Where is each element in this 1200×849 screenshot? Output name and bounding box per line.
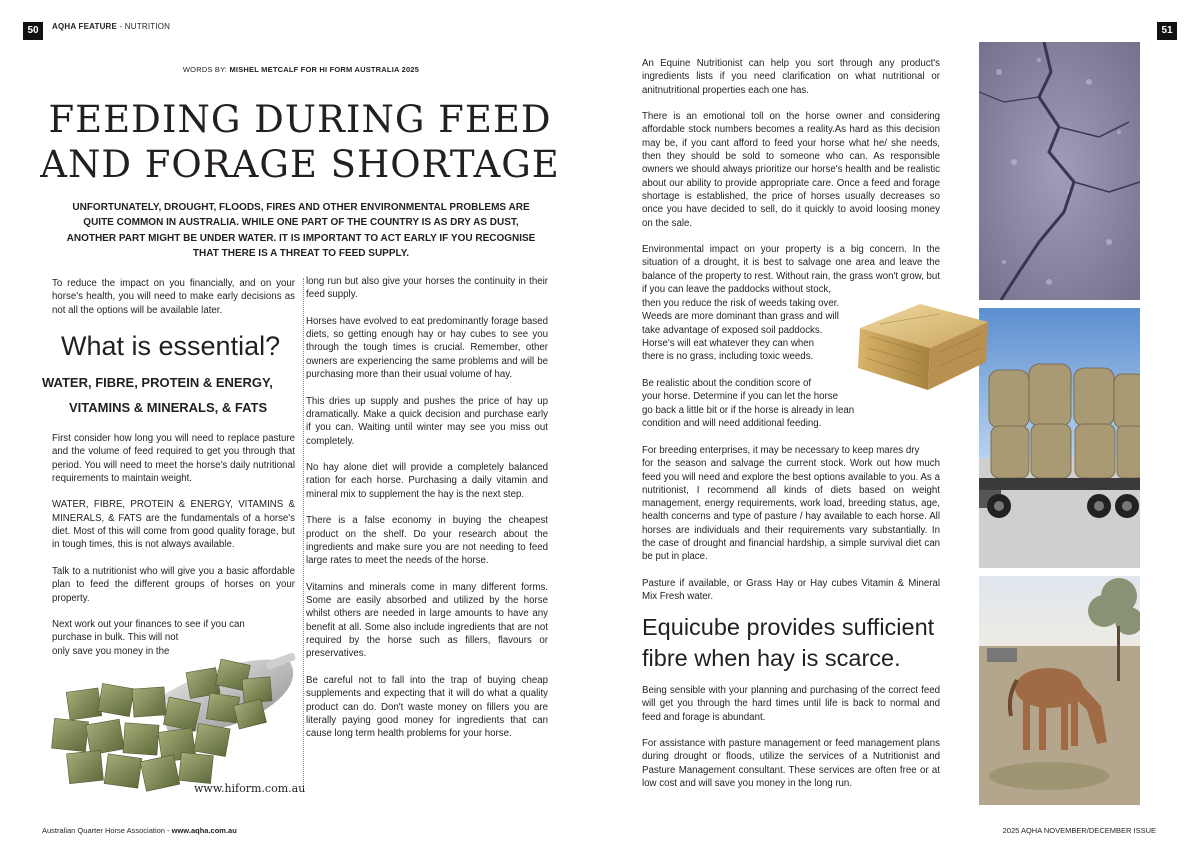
standfirst: UNFORTUNATELY, DROUGHT, FLOODS, FIRES AND OTHER ENVIRONMENTAL PROBLEMS ARE QUITE COMMON IN AUSTRALIA. WHILE ONE PART OF THE COUNTRY IS AS DRY AS DUST, ANOTHER PART MIGHT BE UNDER WATER. IT IS IMPORTANT TO ACT EARLY IF YOU RECOGNISE THAT THERE IS A THREAT TO FEED SUPPLY.: [66, 202, 536, 260]
horse-grazing-photo: [979, 576, 1140, 805]
col2-paragraph: No hay alone diet will provide a completely balanced ration for each horse. Purchasing a daily vitamin and mineral mix to supplement the hay is the next step.: [306, 462, 548, 500]
essentials-subheading-1: WATER, FIBRE, PROTEIN & ENERGY,: [42, 375, 273, 390]
equicube-heading-line-1: Equicube provides sufficient: [642, 614, 935, 640]
hay-cubes-illustration: [38, 640, 300, 802]
byline: [86, 65, 516, 74]
footer-left: [42, 826, 237, 835]
col3-line: then you reduce the risk of weeds taking over.: [642, 298, 840, 309]
col3-paragraph: Being sensible with your planning and purchasing of the correct feed will get you through the hard times until life is back to normal and feed and forage is abundant.: [642, 685, 940, 723]
col3-line: there is no grass, including toxic weeds.: [642, 351, 814, 363]
equicube-heading-line-2: fibre when hay is scarce.: [642, 645, 901, 671]
essentials-heading: What is essential?: [61, 331, 281, 361]
hay-bale-illustration: [850, 296, 992, 394]
hay-cubes-image: [38, 640, 300, 802]
col2-paragraph: Horses have evolved to eat predominantly forage based diets, so getting enough hay or hay cubes to see you through the tough times is crucial. Remember, other owners are experiencing the same problems and will be purchasing more than their usual volume of hay.: [306, 315, 548, 381]
right-page-number: 51: [1157, 22, 1177, 40]
col3-line: go back a little bit or if the horse is already in lean: [642, 404, 855, 416]
col3-paragraph: Environmental impact on your property is a big concern. In the situation of a drought, it is best to salvage one area and leave the balance of the property to rest. Without rain, the grass won't grow, but if you can leave the paddocks without stock,: [642, 244, 941, 296]
col3-paragraph: For assistance with pasture management or feed management plans during drought or floods, utilize the services of a Nutritionist and Pasture Management consultant. These services are often free or at low cost and will save you money in the long run.: [642, 738, 940, 790]
col3-paragraph: There is an emotional toll on the horse owner and considering affordable stock numbers becomes a reality.As hard as this decision may be, if you cant afford to feed your horse what he/ she needs, then they should be sold to someone who can. As responsible owners we should always prioritize our horse's health and be realistic about our ability to provide appropriate care. Once a feed and forage shortage is established, the price of horses usually decreases so once you have decided to sell, do it quickly to avoid loosing money on the sale.: [642, 111, 940, 229]
col3-paragraph: An Equine Nutritionist can help you sort through any product's ingredients lists if you need clarification on what nutritional or anitnutritional properties each one has.: [642, 58, 940, 96]
section-label: AQHA FEATURE: [52, 22, 118, 31]
col2-paragraph: Be careful not to fall into the trap of buying cheap supplements and expecting that it will do what a quality product can do. Don't waste money on fillers you are literally paying good money for ingredients that can cause long term health problems for your horse.: [306, 674, 548, 740]
horse-illustration: [979, 576, 1140, 805]
col2-paragraph: long run but also give your horses the continuity in their feed supply.: [306, 276, 548, 301]
col3-line: take advantage of exposed soil paddocks.: [642, 324, 823, 336]
equicube-heading: [642, 612, 934, 674]
col1-paragraph: WATER, FIBRE, PROTEIN & ENERGY, VITAMINS & MINERALS, & FATS are the fundamentals of a horse's diet. Most of this will come from good quality forage, but in tough times, this is not always available.: [52, 499, 295, 551]
col3-line: Be realistic about the condition score of: [642, 378, 812, 389]
column-3-middle: [642, 444, 940, 604]
essentials-subheading-2: VITAMINS & MINERALS, & FATS: [69, 400, 268, 415]
col2-paragraph: Vitamins and minerals come in many different forms. Some are easily absorbed and utilized by the horse whilst others are needed in large amounts to have any benefit at all. Some also include ingredients that are not required by the horse such as fillers, flavours or preservatives.: [306, 581, 548, 660]
col2-paragraph: There is a false economy in buying the cheapest product on the shelf. Do your research about the ingredients and make sure you are not needing to feed large rates to meet the needs of the horse.: [306, 515, 548, 567]
footer-issue: 2025 AQHA NOVEMBER/DECEMBER ISSUE: [1002, 826, 1156, 835]
section-topic: NUTRITION: [124, 22, 171, 31]
title-line-2: AND FORAGE SHORTAGE: [40, 143, 560, 186]
section-separator: -: [117, 22, 125, 31]
section-header: [52, 22, 170, 31]
byline-author: MISHEL METCALF FOR HI FORM AUSTRALIA 2025: [229, 65, 420, 74]
column-1-body: [52, 432, 295, 658]
left-page-number: 50: [23, 22, 43, 40]
col3-line: For breeding enterprises, it may be necessary to keep mares dry: [642, 445, 920, 456]
column-3-weeds: [642, 297, 882, 363]
hay-truck-photo: [979, 308, 1140, 568]
col3-paragraph: for the season and salvage the current stock. Work out how much feed you will need and explore the best options available to you. As a nutritionist, I recommend all kinds of diets based on weight management, energy requirements, work load, breeding status, age, health concerns and type of pasture / hay available to each horse. All horses are individuals and their requirements vary substantially. In the case of drought and financial hardship, a simple survival diet can be put in place.: [642, 458, 940, 563]
page-title: [30, 97, 570, 187]
col1-line: only save you money in the: [52, 645, 170, 657]
column-3-top: [642, 57, 940, 296]
hay-truck-illustration: [979, 308, 1140, 568]
col3-line: condition and will need additional feeding.: [642, 417, 822, 429]
col1-line: purchase in bulk. This will not: [52, 632, 179, 644]
column-1-intro: To reduce the impact on you financially, and on your horse's health, you will need to make early decisions as not all the options will be available later.: [52, 278, 295, 316]
col1-line: Next work out your finances to see if you can: [52, 619, 245, 631]
footer-org: Australian Quarter Horse Association -: [42, 826, 172, 835]
hay-bale-image: [850, 296, 992, 394]
website-caption: www.hiform.com.au: [194, 782, 306, 795]
col3-line: Weeds are more dominant than grass and will: [642, 311, 839, 323]
col3-paragraph: Pasture if available, or Grass Hay or Hay cubes Vitamin & Mineral Mix Fresh water.: [642, 577, 940, 603]
col2-paragraph: This dries up supply and pushes the price of hay up dramatically. Make a quick decision and purchase early if you can. Waiting until winter may see you miss out completely.: [306, 395, 548, 447]
col1-paragraph: Talk to a nutritionist who will give you a basic affordable plan to feed the different groups of horses on your property.: [52, 565, 295, 604]
column-3-bottom: [642, 684, 940, 790]
column-2-body: [306, 275, 548, 740]
col3-line: your horse. Determine if you can let the horse: [642, 391, 839, 403]
footer-link[interactable]: www.aqha.com.au: [171, 826, 237, 835]
col1-paragraph: First consider how long you will need to replace pasture and the volume of feed required to get you through that period. You will need to meet the horse's daily nutritional requirements to maintain weight.: [52, 433, 295, 484]
dry-ground-photo: [979, 42, 1140, 300]
column-divider: [303, 278, 304, 788]
column-3-condition: [642, 377, 882, 430]
title-line-1: FEEDING DURING FEED: [48, 98, 552, 141]
col3-line: Horse's will eat whatever they can when: [642, 337, 815, 349]
byline-prefix: WORDS BY:: [182, 65, 230, 74]
cracked-ground-illustration: [979, 42, 1140, 300]
